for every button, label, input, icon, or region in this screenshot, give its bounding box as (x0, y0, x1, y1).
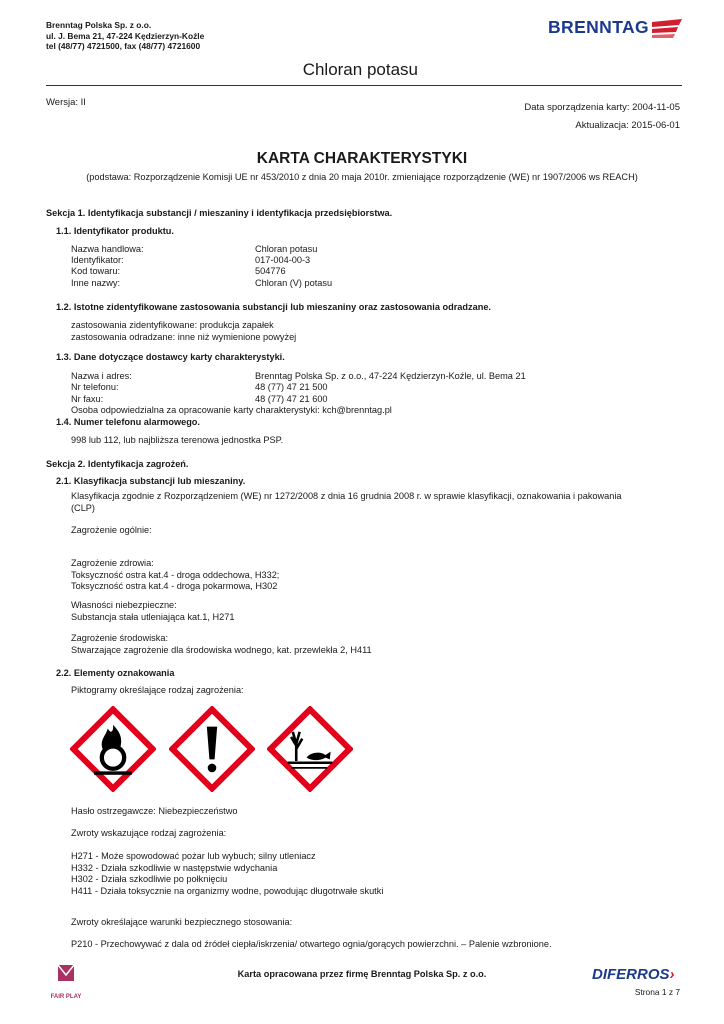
h271: H271 - Może spowodować pożar lub wybuch; silny utleniacz (71, 851, 316, 861)
identified-uses: zastosowania zidentyfikowane: produkcja zapałek (71, 320, 274, 330)
prepared-by: Karta opracowana przez firmę Brenntag Polska Sp. z o.o. (237, 969, 487, 979)
advised-against-uses: zastosowania odradzane: inne niż wymienione powyżej (71, 331, 297, 342)
diferros-logo (592, 966, 675, 983)
brenntag-logo (548, 16, 684, 44)
p210: P210 - Przechowywać z dala od źródeł ciepła/iskrzenia/ otwartego ognia/gorących powierzchni. – Palenie wzbronione. (71, 939, 552, 949)
h302: H302 - Działa szkodliwie po połknięciu (71, 874, 228, 884)
h332: H332 - Działa szkodliwie w następstwie wdychania (71, 862, 278, 873)
section-1-3-heading: 1.3. Dane dotyczące dostawcy karty charakterystyki. (56, 352, 285, 362)
name-address-label: Nazwa i adres: (71, 371, 132, 381)
identifier-value: 017-004-00-3 (255, 255, 311, 265)
fax-label: Nr faxu: (71, 394, 104, 404)
h411: H411 - Działa toksycznie na organizmy wodne, powodując długotrwałe skutki (71, 885, 384, 896)
environment-hazard-block (71, 633, 372, 656)
section-2-2-heading: 2.2. Elementy oznakowania (56, 668, 175, 678)
general-hazard: Zagrożenie ogólnie: (71, 525, 152, 535)
updated-date: Aktualizacja: 2015-06-01 (575, 120, 680, 131)
precautionary-label: Zwroty określające warunki bezpiecznego stosowania: (71, 917, 293, 927)
signal-word: Hasło ostrzegawcze: Niebezpieczeństwo (71, 806, 238, 816)
diferros-chevron-icon: › (669, 966, 675, 983)
fax-value: 48 (77) 47 21 600 (255, 394, 328, 404)
classification-line-1: Klasyfikacja zgodnie z Rozporządzeniem (WE) nr 1272/2008 z dnia 16 grudnia 2008 r. w sprawie klasyfikacji, oznakowania i pakowania (71, 491, 622, 501)
header-divider (46, 85, 682, 86)
health-hazard-block (71, 558, 279, 593)
classification-line-2: (CLP) (71, 502, 95, 513)
section-1-heading: Sekcja 1. Identyfikacja substancji / mieszaniny i identyfikacja przedsiębiorstwa. (46, 208, 393, 218)
pictograms-label: Piktogramy określające rodzaj zagrożenia: (71, 685, 244, 695)
company-name: Brenntag Polska Sp. z o.o. (46, 20, 152, 30)
legal-basis: (podstawa: Rozporządzenie Komisji UE nr 453/2010 z dnia 20 maja 2010r. zmieniające rozporządzenie (WE) nr 1907/2006 ws REACH) (86, 172, 638, 182)
version-label: Wersja: II (46, 97, 86, 108)
other-names-value: Chloran (V) potasu (255, 278, 333, 288)
environment-hazard-title: Zagrożenie środowiska: (71, 633, 169, 643)
emergency-numbers: 998 lub 112, lub najbliższa terenowa jednostka PSP. (71, 435, 284, 445)
health-hazard-oral: Toksyczność ostra kat.4 - droga pokarmowa, H302 (71, 581, 278, 591)
other-names-label: Inne nazwy: (71, 278, 121, 288)
uses-block (71, 320, 296, 343)
health-hazard-title: Zagrożenie zdrowia: (71, 558, 154, 568)
physical-hazard-oxidizer: Substancja stała utleniająca kat.1, H271 (71, 611, 235, 622)
flame-over-circle-icon (70, 706, 156, 792)
physical-hazard-block (71, 600, 234, 623)
classification-text (71, 491, 622, 514)
company-street: ul. J. Bema 21, 47-224 Kędzierzyn-Koźle (46, 30, 205, 41)
product-code-value: 504776 (255, 266, 286, 276)
phone-value: 48 (77) 47 21 500 (255, 382, 328, 392)
logo-swoosh-icon (548, 16, 684, 44)
diferros-text: DIFERROS (592, 966, 670, 983)
physical-hazard-title: Własności niebezpieczne: (71, 600, 177, 610)
section-2-heading: Sekcja 2. Identyfikacja zagrożeń. (46, 459, 189, 469)
trade-name-value: Chloran potasu (255, 244, 318, 254)
exclamation-mark-icon (169, 706, 255, 792)
document-title: KARTA CHARAKTERYSTYKI (256, 150, 468, 167)
environment-hazard-aquatic: Stwarzające zagrożenie dla środowiska wodnego, kat. przewlekła 2, H411 (71, 644, 372, 655)
phone-label: Nr telefonu: (71, 382, 119, 392)
hazard-statements (71, 851, 383, 897)
company-phone: tel (48/77) 4721500, fax (48/77) 4721600 (46, 41, 201, 51)
product-code-label: Kod towaru: (71, 266, 121, 276)
section-1-2-heading: 1.2. Istotne zidentyfikowane zastosowania substancji lub mieszaniny oraz zastosowania odradzane. (56, 302, 491, 312)
section-1-4-heading: 1.4. Numer telefonu alarmowego. (56, 417, 200, 427)
product-title: Chloran potasu (302, 60, 418, 79)
name-address-value: Brenntag Polska Sp. z o.o., 47-224 Kędzierzyn-Koźle, ul. Bema 21 (255, 371, 526, 381)
logo-text: BRENNTAG (548, 17, 650, 37)
section-2-1-heading: 2.1. Klasyfikacja substancji lub mieszaniny. (56, 476, 246, 486)
section-1-1-heading: 1.1. Identyfikator produktu. (56, 226, 174, 236)
identifier-label: Identyfikator: (71, 255, 124, 265)
environment-icon (267, 706, 353, 792)
responsible-person: Osoba odpowiedzialna za opracowanie karty charakterystyki: kch@brenntag.pl (71, 405, 392, 415)
created-date: Data sporządzenia karty: 2004-11-05 (524, 102, 680, 113)
page-number: Strona 1 z 7 (634, 987, 680, 997)
company-address (46, 20, 204, 52)
dates-block (524, 99, 680, 135)
health-hazard-inhalation: Toksyczność ostra kat.4 - droga oddechowa, H332; (71, 569, 280, 580)
trade-name-label: Nazwa handlowa: (71, 244, 144, 254)
fair-play-text: FAIR PLAY (50, 994, 82, 1000)
hazard-statements-label: Zwroty wskazujące rodzaj zagrożenia: (71, 828, 227, 838)
